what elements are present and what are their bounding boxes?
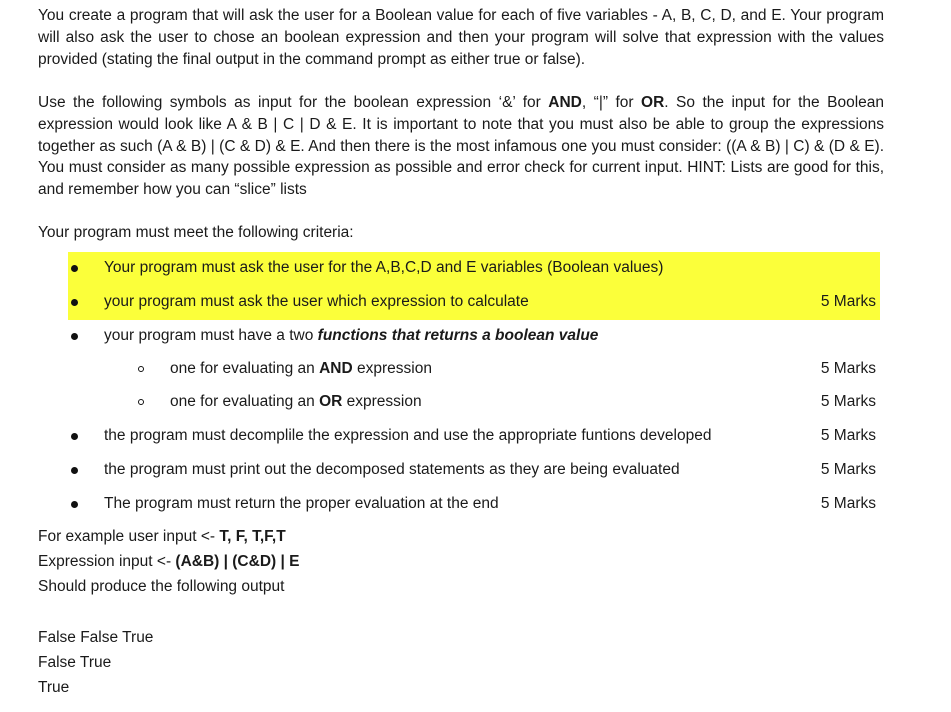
criterion-text-part: expression [342,393,422,410]
bullet-icon [71,299,78,306]
sub-bullet-icon [138,366,144,372]
criterion-marks: 5 Marks [820,293,876,310]
criterion-text-part: expression [352,360,432,377]
criterion-text [170,360,432,378]
criterion-marks: 5 Marks [820,360,876,377]
criterion-text-part: one for evaluating an [170,360,320,377]
example-expression-value: (A&B) | (C&D) | E [175,553,300,570]
criterion-row-4 [0,420,951,454]
output-line-3: True [38,679,70,696]
p2-text-c: . So the input for the Boolean expression would look like A & B | C | D & E. It is important to note that you must also be able to group the expressions together as such (A & B) | (C & D) & E. And then there is the most infamous one you must consider: ((A & B) | C) & (D & E). You must consider as many possible expression as possible and error check for current input. HINT: Lists are good for this, and remember how you can “slice” lists [38,94,884,199]
bullet-icon [71,433,78,440]
bullet-icon [71,333,78,340]
criterion-row-or [0,386,951,420]
criterion-text: Your program must ask the user for the A,B,C,D and E variables (Boolean values) [104,259,664,276]
intro-paragraph-1: You create a program that will ask the user for a Boolean value for each of five variables - A, B, C, D, and E. Your program will also ask the user to chose an boolean expression and then your program will solve that expression with the values provided (stating the final output in the command prompt as either true or false). [38,7,884,68]
criteria-heading: Your program must meet the following criteria: [38,224,354,241]
example-user-input [38,528,286,546]
example-expression-input [38,553,299,571]
criterion-row-2 [68,286,880,320]
criterion-text: the program must decomplile the expression and use the appropriate funtions developed [104,427,712,444]
p2-and-keyword: AND [548,94,582,111]
criterion-row-3 [0,320,951,354]
sub-bullet-icon [138,399,144,405]
criterion-text: The program must return the proper evaluation at the end [104,495,499,512]
output-line-2: False True [38,654,112,671]
criterion-row-5 [0,454,951,488]
criterion-marks: 5 Marks [820,461,876,478]
criterion-text [104,327,598,345]
criterion-text-part: your program must have a two [104,327,318,344]
intro-paragraph-2 [38,92,884,201]
or-keyword: OR [319,393,343,410]
criterion-row-and [0,353,951,387]
criterion-row-6 [0,488,951,522]
output-line-1: False False True [38,629,154,646]
criterion-row-1 [68,252,880,286]
criterion-text: the program must print out the decomposed statements as they are being evaluated [104,461,680,478]
and-keyword: AND [319,360,353,377]
example-user-input-label: For example user input <- [38,528,220,545]
criterion-text-part: one for evaluating an [170,393,320,410]
bullet-icon [71,265,78,272]
example-expression-label: Expression input <- [38,553,176,570]
bullet-icon [71,467,78,474]
p2-or-keyword: OR [641,94,665,111]
p2-text-a: Use the following symbols as input for the boolean expression ‘&’ for [38,94,549,111]
criterion-text: your program must ask the user which expression to calculate [104,293,529,310]
example-produce-line: Should produce the following output [38,578,285,595]
p2-text-b: , “|” for [581,94,642,111]
criterion-text [170,393,422,411]
criterion-marks: 5 Marks [820,393,876,410]
example-user-input-value: T, F, T,F,T [219,528,286,545]
bullet-icon [71,501,78,508]
criterion-marks: 5 Marks [820,427,876,444]
criterion-text-emphasis: functions that returns a boolean value [317,327,599,344]
criterion-marks: 5 Marks [820,495,876,512]
